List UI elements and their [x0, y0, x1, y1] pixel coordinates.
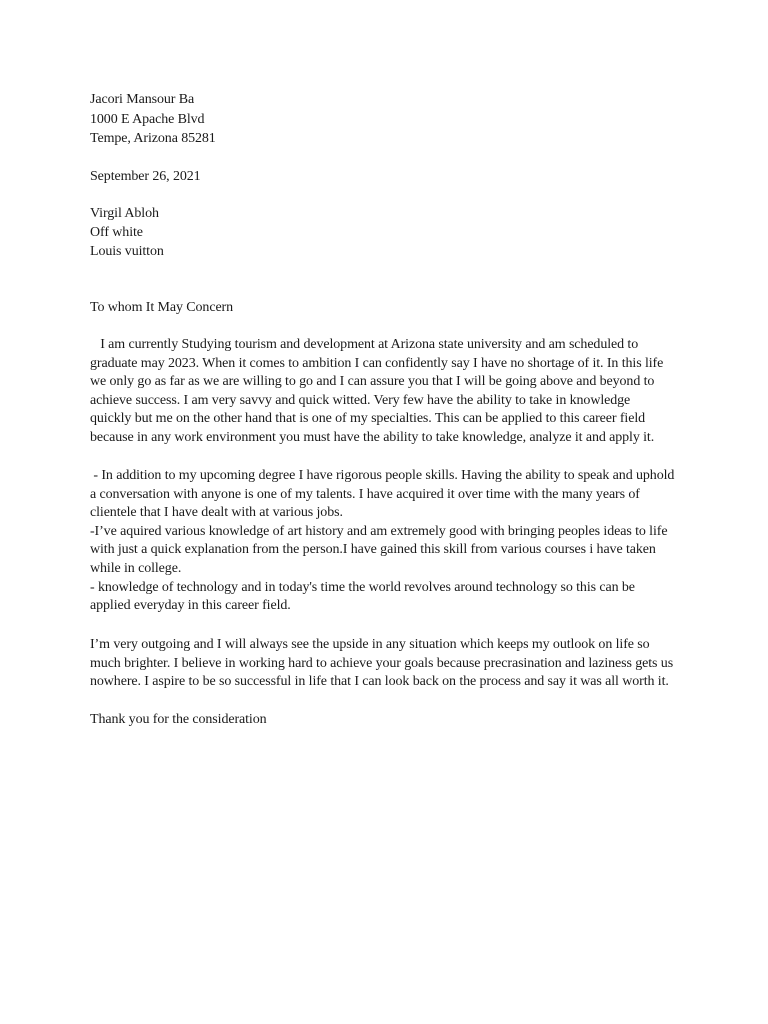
paragraph-line: with just a quick explanation from the person.I have gained this skill from various courses i have taken — [90, 542, 656, 558]
sender-street: 1000 E Apache Blvd — [90, 112, 205, 127]
body-paragraph-3 — [90, 636, 690, 692]
body-paragraph-2 — [90, 467, 690, 616]
closing: Thank you for the consideration — [90, 712, 267, 727]
body-paragraph-1 — [90, 336, 690, 448]
recipient-line3: Louis vuitton — [90, 244, 164, 259]
paragraph-line: I’m very outgoing and I will always see the upside in any situation which keeps my outlook on life so — [90, 637, 650, 652]
paragraph-line: because in any work environment you must have the ability to take knowledge, analyze it and apply it. — [90, 429, 655, 445]
paragraph-line: achieve success. I am very savvy and quick witted. Very few have the ability to take in knowledge — [90, 392, 631, 408]
paragraph-line: much brighter. I believe in working hard to achieve your goals because precrasination and laziness gets us — [90, 655, 674, 671]
sender-name: Jacori Mansour Ba — [90, 92, 195, 107]
paragraph-line: while in college. — [90, 560, 182, 576]
salutation: To whom It May Concern — [90, 300, 234, 315]
paragraph-line: -I’ve aquired various knowledge of art history and am extremely good with bringing peoples ideas to life — [90, 523, 668, 539]
letter-date: September 26, 2021 — [90, 169, 201, 184]
sender-city: Tempe, Arizona 85281 — [90, 131, 216, 146]
paragraph-line: a conversation with anyone is one of my talents. I have acquired it over time with the many years of — [90, 486, 640, 502]
paragraph-line: - In addition to my upcoming degree I have rigorous people skills. Having the ability to speak and uphold — [90, 468, 675, 483]
paragraph-line: I am currently Studying tourism and development at Arizona state university and am scheduled to — [90, 337, 639, 352]
paragraph-line: graduate may 2023. When it comes to ambition I can confidently say I have no shortage of it. In this life — [90, 355, 664, 371]
recipient-name: Virgil Abloh — [90, 206, 159, 221]
paragraph-line: nowhere. I aspire to be so successful in life that I can look back on the process and say it was all worth it. — [90, 674, 669, 690]
paragraph-line: clientele that I have dealt with at various jobs. — [90, 505, 343, 521]
paragraph-line: quickly but me on the other hand that is one of my specialties. This can be applied to this career field — [90, 411, 646, 427]
recipient-line2: Off white — [90, 225, 143, 240]
paragraph-line: we only go as far as we are willing to go and I can assure you that I will be going above and beyond to — [90, 374, 655, 390]
paragraph-line: - knowledge of technology and in today's time the world revolves around technology so this can be — [90, 579, 635, 595]
paragraph-line: applied everyday in this career field. — [90, 598, 291, 614]
